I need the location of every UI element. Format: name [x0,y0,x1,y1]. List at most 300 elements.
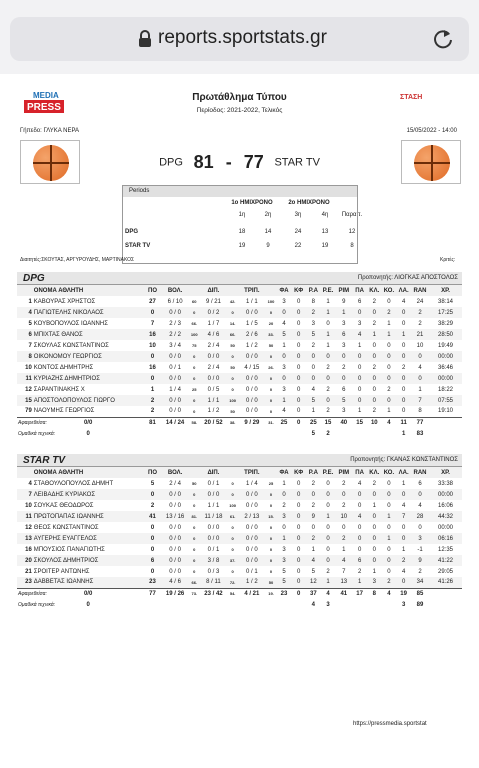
column-header: ΠΟ [143,467,161,478]
stat-cell: 0 [367,511,382,522]
stat-cell: 0 [143,373,161,384]
player-row[interactable] [17,351,462,362]
stat-cell: 0 [269,547,273,552]
stat-cell: 3 [411,533,429,544]
stat-cell: 100 [227,395,238,406]
stat-cell: 8 / 11 [200,577,227,588]
stat-cell: 2 [326,408,330,415]
stat-cell: 1 / 2 [245,342,258,349]
stat-cell: 0 [382,555,397,566]
season-subtitle: Περίοδος: 2021-2022, Τελικός [196,107,283,114]
stat-cell: ΣΚΟΥΛΑΣ ΚΩΝΣΤΑΝΤΙΝΟΣ [33,342,109,349]
stat-cell: 3 [277,511,292,522]
stat-cell: 16 [25,546,32,553]
stat-cell: 0 / 0 [162,351,189,362]
stat-cell: 0 [291,533,306,544]
stat-cell: 10 [416,342,424,349]
stat-cell: ΚΥΡΙΑΖΗΣ ΔΗΜΗΤΡΙΟΣ [33,373,144,384]
team-total-row [17,428,462,439]
total-cell [429,599,462,610]
total-cell: 17 [352,588,367,599]
period-score: 24 [294,229,302,235]
stat-cell: 0 [269,503,273,508]
team-header [17,454,462,467]
stat-cell: 0 [401,524,406,531]
stat-cell: 0 [265,555,276,566]
stat-cell: 0 [296,480,301,487]
total-cell: 4 [382,417,397,428]
stat-cell: 1 / 5 [245,320,258,327]
stat-cell: 3 [367,577,382,588]
stat-cell: 0 [321,533,336,544]
stat-cell: 2 [372,364,376,371]
stat-cell: 0 [367,489,382,500]
stat-cell: 50 [230,408,235,414]
total-cell [291,599,306,610]
stat-cell: 0 / 1 [169,364,181,371]
player-row[interactable] [17,511,462,522]
stat-cell: 7 [17,489,33,500]
stat-cell: 2 [396,555,411,566]
stat-cell: 20 [268,321,274,326]
score-separator: - [225,152,232,173]
stat-cell: 2 [372,298,376,305]
stat-cell: 2 [311,502,315,509]
stat-cell: 0 [296,524,301,531]
column-header: ΧΡ. [429,285,462,296]
venue: Γήπεδο: ΓΛΥΚΑ ΝΕΡΑ [20,128,80,134]
stat-cell: ΚΟΥΒΟΠΟΥΛΟΣ ΙΩΑΝΝΗΣ [33,320,108,327]
total-cell: 23 [277,588,292,599]
stat-cell: 9 [306,511,321,522]
total-cell [382,599,397,610]
total-cell: Αφαιρεθείσα: [17,588,33,599]
stat-cell: 38:29 [438,320,454,327]
stat-cell: 0 / 0 [200,351,227,362]
stat-cell: 0 [269,387,273,392]
stat-cell: 0 [231,525,234,530]
stat-cell: 1 [282,342,286,349]
total-cell [382,428,397,439]
stat-cell: 0 [357,386,362,393]
stat-cell: 41:26 [429,577,462,588]
column-header: ΚΦ [291,467,306,478]
stat-cell: 1 [387,408,391,415]
player-row[interactable] [17,307,462,318]
stat-cell: 0 [143,307,161,318]
stat-cell: 0 / 3 [207,568,220,575]
away-team-name: STAR TV [274,156,320,169]
stat-cell: 0 [357,546,362,553]
stat-cell: 0 [401,386,406,393]
stat-cell: 0 [277,373,292,384]
total-cell [143,428,161,439]
total-cell: 0 [86,601,90,608]
stat-cell: 0 [335,489,352,500]
stat-cell: 61. [227,511,238,522]
total-cell: 40 [335,417,352,428]
stat-cell: 0 [150,546,155,553]
player-row[interactable] [17,329,462,340]
stat-cell: 1 [321,329,336,340]
stat-cell: 0 [189,533,200,544]
total-cell [352,428,367,439]
total-cell: 37 [306,588,321,599]
player-row[interactable] [17,340,462,351]
period-score: 8 [350,243,354,249]
total-cell: 19 / 26 [162,588,189,599]
total-cell: 73. [189,588,200,599]
stat-cell: 8 [311,298,315,305]
stat-cell: 4 [401,568,406,575]
stat-cell: 36:46 [438,364,454,371]
player-row[interactable] [17,318,462,329]
stat-cell: 0 [326,502,330,509]
stat-cell: 2 [357,568,362,575]
team-section-dpg [17,272,462,439]
stat-cell: 1 [367,329,382,340]
stat-cell: 00:00 [429,489,462,500]
column-header [227,285,238,296]
stat-cell: 0 [387,364,391,371]
column-header: ΔΙΠ. [200,467,227,478]
total-cell [238,599,265,610]
stat-cell: 15. [265,511,276,522]
stat-cell: 4 [357,480,362,487]
stat-cell: 2 [418,320,422,327]
stat-cell: ΠΑΓΙΩΤΕΛΗΣ ΝΙΚΟΛΑΟΣ [33,307,144,318]
stat-cell: 50 [230,343,235,348]
total-cell [429,417,462,428]
stat-cell: 0 / 0 [238,373,265,384]
stat-cell: 12:35 [438,546,454,553]
total-cell: Αφαιρεθείσα: [17,417,33,428]
stat-cell: 7 [396,511,411,522]
stat-cell: 14. [229,321,236,326]
period-score: 19 [321,243,329,249]
total-cell [200,599,227,610]
total-cell: 25 [277,417,292,428]
stat-cell: 00:00 [429,373,462,384]
stat-cell: 19:49 [438,342,454,349]
stat-cell: 23 [17,577,33,588]
stat-cell: 0 [342,524,346,531]
stat-cell: ΛΕΙΒΑΔΗΣ ΚΥΡΙΑΚΟΣ [33,489,144,500]
stat-cell: 0 [396,351,411,362]
total-cell [162,599,189,610]
stat-cell: 0 [387,546,391,553]
stat-cell: 5 [282,568,286,575]
stat-cell: 0 / 0 [245,502,258,509]
browser-toolbar [0,0,479,74]
player-row[interactable] [17,555,462,566]
stat-cell: 0 [401,408,406,415]
stat-cell: 0 [326,524,330,531]
player-row[interactable] [17,489,462,500]
bench-total-row [17,588,462,599]
player-row[interactable] [17,478,462,489]
stat-cell: 0 [282,524,286,531]
player-row[interactable] [17,362,462,373]
championship-title: Πρωτάθλημα Τύπου [192,92,287,103]
stat-cell: 0 [227,533,238,544]
footer-url[interactable]: https://pressmedia.sportstat [353,721,427,727]
lock-icon [138,30,152,48]
column-header [17,285,33,296]
stat-cell: 0 [189,351,200,362]
stat-cell: 0 [335,373,352,384]
player-row[interactable] [17,533,462,544]
stat-cell: 0 [296,298,301,305]
total-cell: 15 [352,417,367,428]
total-cell: 9 / 29 [238,417,265,428]
player-row[interactable] [17,395,462,406]
stat-cell: 0 [296,408,301,415]
period-header: Παρα τ. [341,212,363,218]
stat-cell: 6 [342,386,346,393]
player-row[interactable] [17,500,462,511]
stat-cell: 0 [291,307,306,318]
home-score: 81 [193,152,214,173]
stat-cell: ΚΟΝΤΟΣ ΔΗΜΗΤΡΗΣ [33,364,94,371]
period-score: 14 [264,229,272,235]
stat-cell: 11 [17,511,33,522]
total-cell: 2 [326,430,330,437]
stat-cell: 4 [352,511,367,522]
stat-cell: 1 [396,329,411,340]
stat-cell: 1 [382,533,397,544]
player-row[interactable] [17,566,462,577]
total-cell: 77 [143,588,161,599]
stat-cell: 0 / 0 [245,524,258,531]
player-row[interactable] [17,406,462,417]
stat-cell: 4 / 6 [200,329,227,340]
total-cell [265,428,276,439]
column-header: ΠΑ [352,285,367,296]
url-text[interactable]: reports.sportstats.gr [158,27,327,48]
total-cell [227,428,238,439]
period-score: 22 [294,243,302,249]
total-cell [265,599,276,610]
stat-cell: 0 [269,408,273,414]
stat-cell: 1 [321,577,336,588]
stat-cell: 0 [143,351,161,362]
stat-cell: 0 [326,546,330,553]
stat-cell: 07:55 [429,395,462,406]
stat-cell: 27 [149,298,156,305]
stat-cell: 3 [342,320,346,327]
periods-table [122,185,363,264]
stat-cell: 0 [296,364,301,371]
total-cell [429,588,462,599]
period-team: DPG [125,229,139,235]
stat-cell: 1 / 1 [207,502,220,509]
total-cell [189,428,200,439]
stat-cell: 2 [150,408,155,415]
period-header: 2η [264,212,272,218]
stat-cell: 15 [17,395,33,406]
stat-cell: 6 [357,298,362,305]
stat-cell: 0 [150,568,155,575]
column-header [265,467,276,478]
stat-cell: 72. [227,577,238,588]
stat-cell: 100 [229,503,236,508]
player-row[interactable] [17,296,462,307]
player-row[interactable] [17,384,462,395]
stat-cell: ΠΡΩΤΟΠΑΠΑΣ ΙΩΑΝΝΗΣ [33,511,144,522]
stat-cell: 0 [150,524,155,531]
stat-cell: ΣΚΟΥΛΟΣ ΔΗΜΗΤΡΙΟΣ [33,555,144,566]
stat-cell: 6 [143,555,161,566]
stat-cell: 0 [411,489,429,500]
stat-cell: 0 [387,524,391,531]
column-header: ΧΡ. [429,467,462,478]
stat-cell: 0 [372,524,376,531]
total-cell: 23 / 42 [200,588,227,599]
column-header: ΚΟ. [382,467,397,478]
critics: Κριτές: [440,257,456,263]
stat-cell: 7 [150,320,155,327]
stat-cell: 0 [291,373,306,384]
stat-cell: 0 / 0 [207,524,220,531]
total-cell: 15 [321,417,336,428]
stat-cell: 0 [227,489,238,500]
stat-cell: 5 [150,480,155,487]
player-row[interactable] [17,522,462,533]
stat-cell: 11 [17,373,33,384]
stat-cell: 100 [189,329,200,340]
column-header: ΚΛ. [367,285,382,296]
stat-cell: 0 [382,489,397,500]
stat-cell: 5 [28,320,32,327]
stat-cell: 0 [311,524,315,531]
stat-cell: ΣΡΟΙΤΕΡ ΑΝΤΩΝΗΣ [33,568,90,575]
total-cell: 4 [382,588,397,599]
reload-icon[interactable] [432,28,454,50]
stat-cell: 26. [268,365,274,370]
stat-cell: 0 [396,533,411,544]
team-header [17,272,462,285]
stat-cell: 2 [372,320,376,327]
stat-cell: 2 [418,568,422,575]
stat-cell: 0 [396,577,411,588]
stat-cell: 12 [25,386,32,393]
stat-cell: 2 [342,480,346,487]
column-header: ΚΟ. [382,285,397,296]
total-cell [367,599,382,610]
stat-cell: 5 [311,568,315,575]
column-header: ΔΙΠ. [200,285,227,296]
stat-cell: 21 [25,568,32,575]
stat-cell: 0 [411,351,429,362]
total-cell: 19. [265,588,276,599]
stat-cell: 2 [372,480,376,487]
stat-cell: 0 [372,546,376,553]
column-header: Ρ.Α [306,285,321,296]
stat-cell: 0 [227,351,238,362]
stat-cell: ΝΑΟΥΜΗΣ ΓΕΩΡΓΙΟΣ [33,408,95,415]
column-header: ΤΡΙΠ. [238,467,265,478]
stat-cell: 2 [342,364,346,371]
stat-cell: 0 [265,351,276,362]
report-sheet [0,74,479,768]
stat-cell: 00:00 [429,351,462,362]
stat-cell: ΜΠΟΥΣΙΟΣ ΠΑΝΑΓΙΩΤΗΣ [33,546,105,553]
stat-cell: 1 [277,395,292,406]
total-cell [238,428,265,439]
stat-cell: 0 / 0 [200,489,227,500]
total-cell [277,599,292,610]
team-title: STAR TV [23,455,66,466]
stat-cell: 50 [230,365,235,370]
stat-cell: 10 [149,342,156,349]
stat-cell: 1 / 7 [207,320,220,327]
column-header: ΡΙΜ [335,467,352,478]
total-cell: 3 [326,601,330,608]
stat-cell: 0 [291,577,306,588]
stat-cell: 11 / 18 [200,511,227,522]
box-score-table [17,285,462,439]
stat-cell: 5 [277,577,292,588]
column-header: Ρ.Ε. [321,285,336,296]
stat-cell: 1 [326,342,330,349]
stat-cell: 0 [296,386,301,393]
stat-cell: 0 [418,524,422,531]
stat-cell: 0 / 0 [245,546,258,553]
stat-cell: 0 / 0 [238,555,265,566]
stat-cell: 0 [367,395,382,406]
total-cell [143,599,161,610]
stat-cell: 0 [352,489,367,500]
stat-cell: 16:06 [438,502,454,509]
total-cell: 20 / 52 [200,417,227,428]
total-cell: 41 [335,588,352,599]
player-row[interactable] [17,544,462,555]
stat-cell: 79 [25,408,32,415]
stat-cell: 0 [321,351,336,362]
total-cell: 25 [306,417,321,428]
stat-cell: 0 [189,555,200,566]
stat-cell: 6 [17,329,33,340]
stat-cell: 2 [387,386,391,393]
total-cell: 0 [291,588,306,599]
stat-cell: 13 [17,533,33,544]
stat-cell: 0 [143,533,161,544]
total-cell: 5 [311,430,315,437]
total-cell: 19 [396,588,411,599]
stat-cell: 0 [321,395,336,406]
home-team-name: DPG [159,156,183,169]
stat-cell: 0 / 5 [207,386,220,393]
column-header: ΚΦ [291,285,306,296]
player-row[interactable] [17,373,462,384]
stat-cell: 6 [352,555,367,566]
stat-cell: 0 / 0 [169,502,181,509]
total-cell [277,428,292,439]
player-row[interactable] [17,577,462,588]
stat-cell: 29:05 [438,568,454,575]
stat-cell: 0 [277,489,292,500]
periods-title: Periods [123,186,357,197]
stat-cell: 0 [382,395,397,406]
team-title: DPG [23,273,45,284]
stat-cell: 50 [268,343,274,348]
total-cell: Ομαδικά τεχνικά: [18,430,56,437]
stat-cell: 0 [335,351,352,362]
stat-cell: 4 [17,307,33,318]
stat-cell: 0 [231,547,234,552]
stat-cell: 41 [143,511,161,522]
